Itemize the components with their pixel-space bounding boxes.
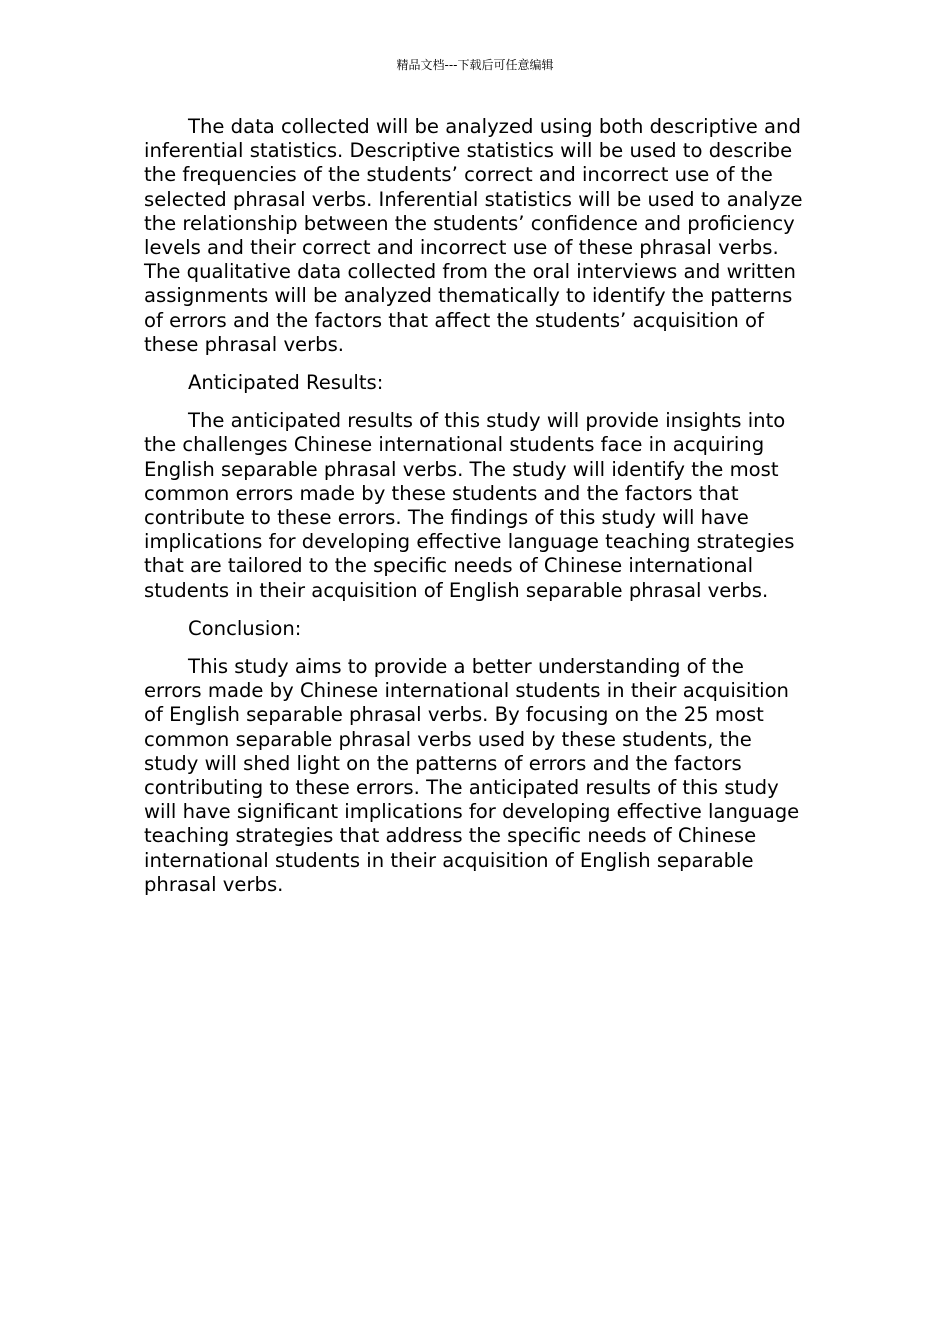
paragraph-anticipated-results: The anticipated results of this study will provide insights into the challenges Chinese international students face in acquiring English separable phrasal verbs. The study will identify the most common errors made by these students and the factors that contribute to these errors. The findings of this study will have implications for developing effective language teaching strategies that are tailored to the specific needs of Chinese international students in their acquisition of English separable phrasal verbs. <box>144 409 795 602</box>
document-body <box>144 115 806 911</box>
heading-anticipated-results: Anticipated Results: <box>188 371 384 395</box>
page-header: 精品文档---下载后可任意编辑 <box>396 58 554 72</box>
paragraph-data-analysis: The data collected will be analyzed using both descriptive and inferential statistics. Descriptive statistics will be used to describe the frequencies of the students’ correct and incorrect use of the selected phrasal verbs. Inferential statistics will be used to analyze the relationship between the students’ confidence and proficiency levels and their correct and incorrect use of these phrasal verbs. The qualitative data collected from the oral interviews and written assignments will be analyzed thematically to identify the patterns of errors and the factors that affect the students’ acquisition of these phrasal verbs. <box>144 115 803 356</box>
heading-conclusion: Conclusion: <box>188 616 302 640</box>
paragraph-conclusion: This study aims to provide a better understanding of the errors made by Chinese international students in their acquisition of English separable phrasal verbs. By focusing on the 25 most common separable phrasal verbs used by these students, the study will shed light on the patterns of errors and the factors contributing to these errors. The anticipated results of this study will have significant implications for developing effective language teaching strategies that address the specific needs of Chinese international students in their acquisition of English separable phrasal verbs. <box>144 655 800 896</box>
